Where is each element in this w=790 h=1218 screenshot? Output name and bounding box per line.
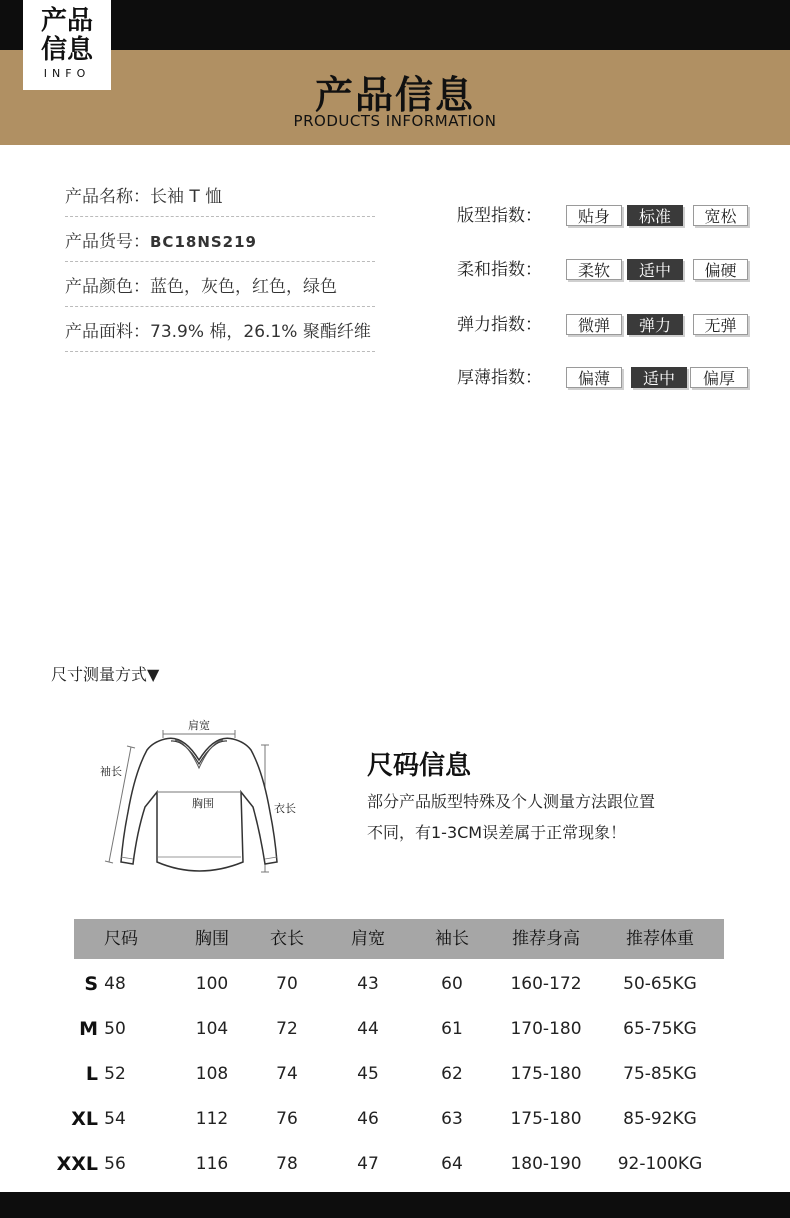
row-m-size: M — [79, 1018, 98, 1040]
row-l-weight: 75-85KG — [623, 1064, 697, 1084]
row-xl-sleeve: 63 — [441, 1109, 463, 1129]
row-xxl-chest: 116 — [195, 1154, 229, 1174]
col-header-weight: 推荐体重 — [626, 929, 694, 949]
row-s-code: 48 — [104, 974, 126, 994]
product-name-row — [65, 184, 375, 217]
elastic-option-2-selected: 弹力 — [627, 314, 683, 335]
diagram-shoulder-label: 肩宽 — [188, 719, 210, 732]
row-l-sleeve: 62 — [441, 1064, 463, 1084]
row-s-chest: 100 — [195, 974, 229, 994]
row-m-height: 170-180 — [510, 1019, 582, 1039]
row-l-chest: 108 — [195, 1064, 229, 1084]
row-l-height: 175-180 — [510, 1064, 582, 1084]
size-info-desc-1: 部分产品版型特殊及个人测量方法跟位置 — [367, 792, 656, 811]
product-fabric-label: 产品面料： — [65, 322, 150, 342]
row-m-chest: 104 — [195, 1019, 229, 1039]
row-s-weight: 50-65KG — [623, 974, 697, 994]
row-m-weight: 65-75KG — [623, 1019, 697, 1039]
product-fabric-value: 73.9% 棉，26.1% 聚酯纤维 — [150, 322, 371, 342]
top-black-bar — [0, 0, 790, 50]
row-l-code: 52 — [104, 1064, 126, 1084]
size-info-desc-2: 不同，有1-3CM误差属于正常现象！ — [367, 823, 627, 842]
row-s-size: S — [84, 973, 98, 995]
product-color-row — [65, 274, 375, 307]
fit-option-3: 宽松 — [693, 205, 748, 226]
logo-line-2: 信息 — [40, 35, 93, 65]
row-m-code: 50 — [104, 1019, 126, 1039]
row-m-shoulder: 44 — [357, 1019, 379, 1039]
row-l-length: 74 — [276, 1064, 298, 1084]
thickness-index-label: 厚薄指数： — [457, 368, 542, 388]
measure-method-title: 尺寸测量方式▼ — [51, 665, 160, 684]
diagram-length-label: 衣长 — [274, 802, 296, 815]
thickness-option-2-selected: 适中 — [631, 367, 687, 388]
softness-index-label: 柔和指数： — [457, 260, 542, 280]
row-l-shoulder: 45 — [357, 1064, 379, 1084]
col-header-length: 衣长 — [270, 929, 304, 949]
softness-option-2-selected: 适中 — [627, 259, 683, 280]
product-code-value: BC18NS219 — [150, 233, 257, 251]
row-xl-height: 175-180 — [510, 1109, 582, 1129]
row-xxl-sleeve: 64 — [441, 1154, 463, 1174]
elastic-option-1: 微弹 — [566, 314, 622, 335]
row-xxl-weight: 92-100KG — [617, 1154, 703, 1174]
col-header-height: 推荐身高 — [512, 929, 580, 949]
softness-option-3: 偏硬 — [693, 259, 748, 280]
logo-sub: INFO — [43, 67, 91, 80]
row-xxl-length: 78 — [276, 1154, 298, 1174]
row-xl-chest: 112 — [195, 1109, 229, 1129]
row-xl-size: XL — [71, 1108, 98, 1130]
thickness-option-1: 偏薄 — [566, 367, 622, 388]
col-header-shoulder: 肩宽 — [351, 929, 385, 949]
fit-index-label: 版型指数： — [457, 206, 542, 226]
row-xl-code: 54 — [104, 1109, 126, 1129]
size-info-title: 尺码信息 — [367, 751, 472, 781]
page-title: 产品信息 — [314, 73, 475, 117]
col-header-sleeve: 袖长 — [435, 929, 469, 949]
elastic-option-3: 无弹 — [693, 314, 748, 335]
diagram-sleeve-label: 袖长 — [100, 765, 122, 778]
row-s-height: 160-172 — [510, 974, 582, 994]
row-xxl-shoulder: 47 — [357, 1154, 379, 1174]
row-xl-shoulder: 46 — [357, 1109, 379, 1129]
diagram-chest-label: 胸围 — [192, 797, 214, 810]
row-xxl-size: XXL — [56, 1153, 98, 1175]
product-name-label: 产品名称： — [65, 187, 150, 207]
row-xxl-code: 56 — [104, 1154, 126, 1174]
logo-line-1: 产品 — [40, 6, 93, 36]
row-l-size: L — [85, 1063, 98, 1085]
bottom-black-bar — [0, 1192, 790, 1218]
col-header-size: 尺码 — [104, 929, 138, 949]
row-s-shoulder: 43 — [357, 974, 379, 994]
row-m-length: 72 — [276, 1019, 298, 1039]
thickness-option-3: 偏厚 — [690, 367, 748, 388]
row-s-sleeve: 60 — [441, 974, 463, 994]
fit-option-1: 贴身 — [566, 205, 622, 226]
product-code-row — [65, 229, 375, 262]
row-xl-length: 76 — [276, 1109, 298, 1129]
row-xxl-height: 180-190 — [510, 1154, 582, 1174]
row-xl-weight: 85-92KG — [623, 1109, 697, 1129]
page-subtitle: PRODUCTS INFORMATION — [293, 112, 497, 130]
softness-option-1: 柔软 — [566, 259, 622, 280]
elastic-index-label: 弹力指数： — [457, 315, 542, 335]
shirt-measure-diagram — [95, 712, 310, 887]
row-s-length: 70 — [276, 974, 298, 994]
row-m-sleeve: 61 — [441, 1019, 463, 1039]
product-color-value: 蓝色，灰色，红色，绿色 — [150, 277, 337, 297]
product-name-value: 长袖 T 恤 — [150, 187, 223, 207]
product-color-label: 产品颜色： — [65, 277, 150, 297]
fit-option-2-selected: 标准 — [627, 205, 683, 226]
col-header-chest: 胸围 — [195, 929, 229, 949]
product-fabric-row — [65, 319, 375, 352]
product-code-label: 产品货号： — [65, 232, 150, 252]
